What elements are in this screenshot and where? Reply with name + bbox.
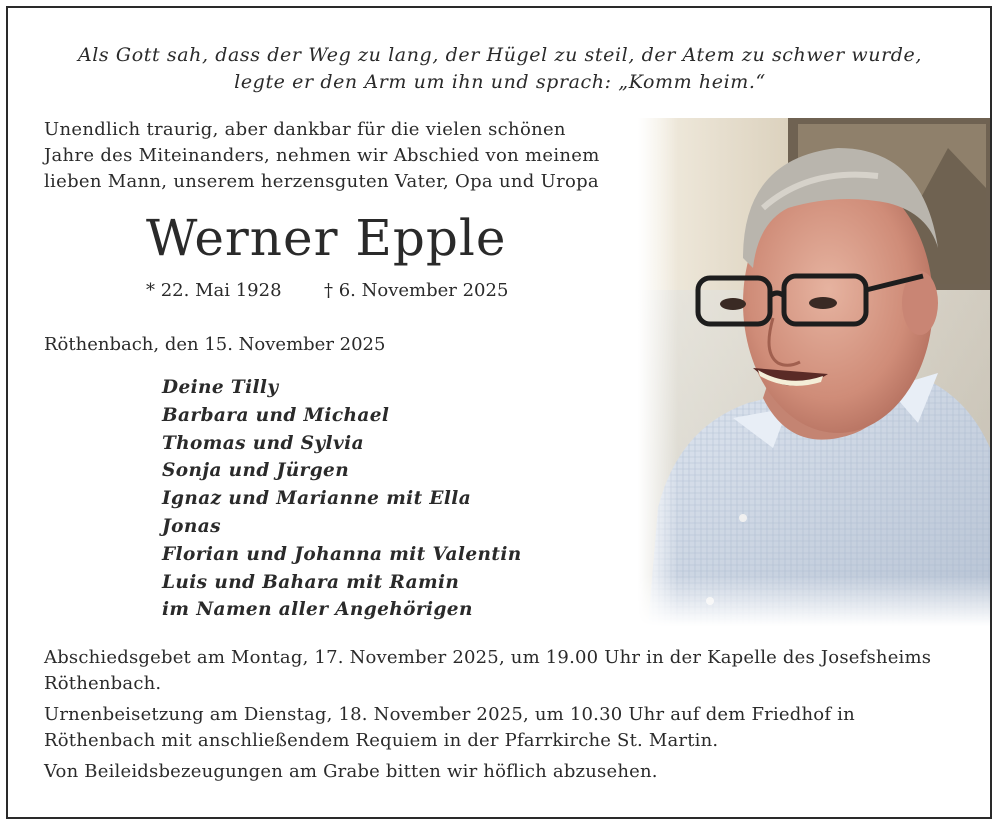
quote-line-1: Als Gott sah, dass der Weg zu lang, der Hügel zu steil, der Atem zu schwer wurde, — [77, 44, 923, 66]
deceased-name: Werner Epple — [146, 209, 507, 267]
intro-line-1: Unendlich traurig, aber dankbar für die vielen schönen — [44, 119, 566, 140]
intro-line-3: lieben Mann, unserem herzensguten Vater, Opa und Uropa — [44, 171, 599, 192]
portrait-photo — [638, 118, 990, 626]
intro-text — [44, 117, 644, 195]
mourner-line: Deine Tilly — [162, 377, 279, 398]
intro-line-2: Jahre des Miteinanders, nehmen wir Abschied von meinem — [44, 145, 600, 166]
farewell-prayer-notice: Abschiedsgebet am Montag, 17. November 2025, um 19.00 Uhr in der Kapelle des Josefsheims Röthenbach. — [44, 647, 932, 694]
mourner-line: im Namen aller Angehörigen — [162, 599, 473, 621]
mourner-line: Thomas und Sylvia — [162, 432, 364, 454]
mourners-list — [162, 374, 522, 624]
urn-burial-notice: Urnenbeisetzung am Dienstag, 18. November 2025, um 10.30 Uhr auf dem Friedhof in Röthenbach mit anschließendem Requiem in der Pfarrkirche St. Martin. — [44, 704, 855, 751]
birth-date: * 22. Mai 1928 — [146, 280, 282, 301]
mourner-line: Luis und Bahara mit Ramin — [162, 571, 460, 593]
life-dates — [146, 279, 509, 303]
mourner-line: Sonja und Jürgen — [162, 460, 350, 482]
mourner-line: Florian und Johanna mit Valentin — [162, 543, 522, 565]
memorial-quote — [0, 42, 1000, 96]
mourner-line: Ignaz und Marianne mit Ella — [162, 488, 472, 510]
quote-line-2: legte er den Arm um ihn und sprach: „Komm heim.“ — [234, 71, 766, 93]
condolence-request: Von Beileidsbezeugungen am Grabe bitten wir höflich abzusehen. — [44, 761, 658, 782]
mourner-line: Barbara und Michael — [162, 404, 390, 426]
death-date: † 6. November 2025 — [324, 280, 509, 301]
mourner-line: Jonas — [162, 515, 221, 537]
place-and-date: Röthenbach, den 15. November 2025 — [44, 334, 386, 355]
funeral-notices — [44, 645, 964, 790]
